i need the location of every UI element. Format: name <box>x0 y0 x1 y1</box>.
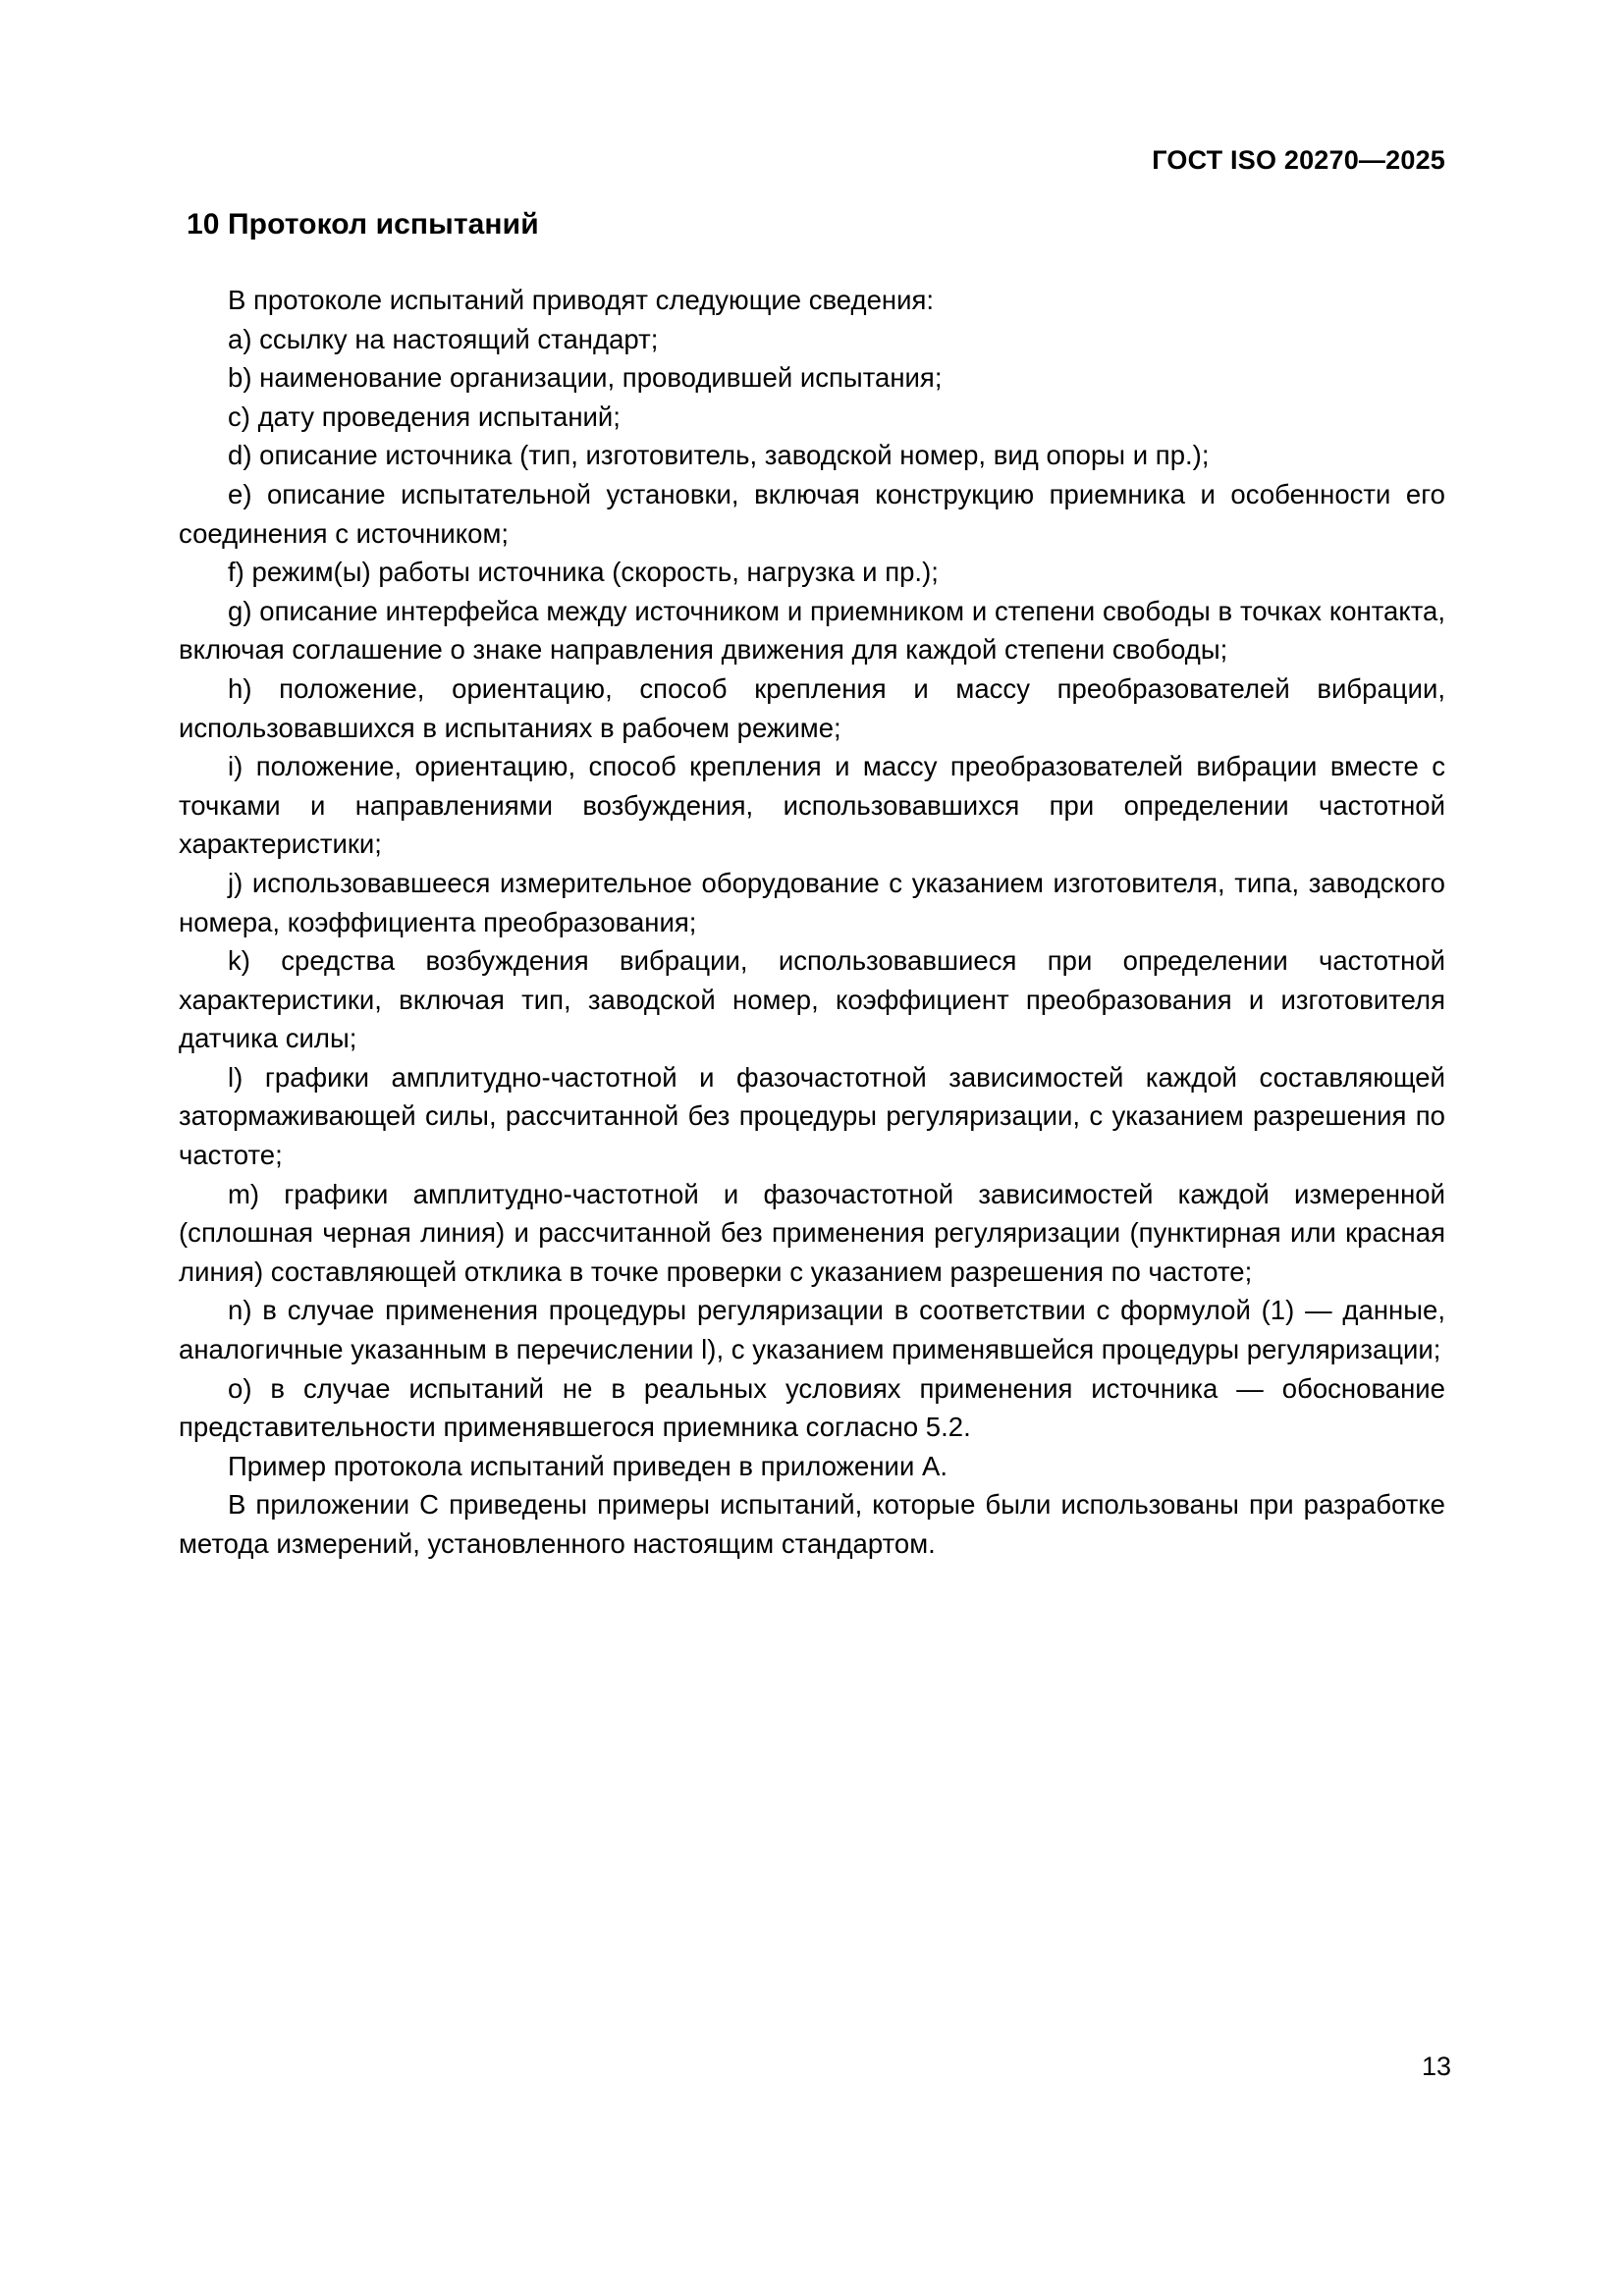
list-item-l: l) графики амплитудно-частотной и фазочастотной зависимостей каждой составляющей затормаживающей силы, рассчитанной без процедуры регуляризации, с указанием разрешения по частоте; <box>179 1061 1445 1171</box>
list-item-h: h) положение, ориентацию, способ крепления и массу преобразователей вибрации, использовавшихся в испытаниях в рабочем режиме; <box>179 672 1445 743</box>
list-item-o: o) в случае испытаний не в реальных условиях применения источника — обоснование представительности применявшегося приемника согласно 5.2. <box>179 1372 1445 1443</box>
list-item-b: b) наименование организации, проводившей испытания; <box>228 362 943 394</box>
section-title: 10 Протокол испытаний <box>187 208 539 240</box>
closing-paragraph-1: Пример протокола испытаний приведен в приложении А. <box>228 1450 948 1481</box>
running-head: ГОСТ ISO 20270—2025 <box>1152 145 1445 175</box>
list-item-g: g) описание интерфейса между источником и приемником и степени свободы в точках контакта, включая соглашение о знаке направления движения для каждой степени свободы; <box>179 595 1445 666</box>
closing-paragraph-2: В приложении С приведены примеры испытаний, которые были использованы при разработке метода измерений, установленного настоящим стандартом. <box>179 1489 1445 1559</box>
list-item-c: c) дату проведения испытаний; <box>228 400 621 432</box>
list-item-n: n) в случае применения процедуры регуляризации в соответствии с формулой (1) — данные, аналогичные указанным в перечислении l), с указанием применявшейся процедуры регуляризации; <box>179 1295 1445 1365</box>
list-item-e: e) описание испытательной установки, включая конструкцию приемника и особенности его соединения с источником; <box>179 478 1445 549</box>
page-content <box>179 208 1445 1564</box>
list-item-m: m) графики амплитудно-частотной и фазочастотной зависимостей каждой измеренной (сплошная черная линия) и рассчитанной без применения регуляризации (пунктирная или красная линия) составляющей отклика в точке проверки с указанием разрешения по частоте; <box>179 1178 1445 1287</box>
list-item-a: a) ссылку на настоящий стандарт; <box>228 323 659 354</box>
list-item-d: d) описание источника (тип, изготовитель, заводской номер, вид опоры и пр.); <box>228 440 1210 471</box>
intro-paragraph: В протоколе испытаний приводят следующие сведения: <box>228 285 935 315</box>
page-number: 13 <box>1421 2052 1451 2081</box>
list-item-j: j) использовавшееся измерительное оборудование с указанием изготовителя, типа, заводского номера, коэффициента преобразования; <box>179 867 1445 937</box>
body-text <box>179 281 1445 1564</box>
list-item-k: k) средства возбуждения вибрации, использовавшиеся при определении частотной характеристики, включая тип, заводской номер, коэффициент преобразования и изготовителя датчика силы; <box>179 945 1445 1054</box>
list-item-f: f) режим(ы) работы источника (скорость, нагрузка и пр.); <box>228 557 939 588</box>
list-item-i: i) положение, ориентацию, способ крепления и массу преобразователей вибрации вместе с точками и направлениями возбуждения, использовавшихся при определении частотной характеристики; <box>179 751 1445 860</box>
